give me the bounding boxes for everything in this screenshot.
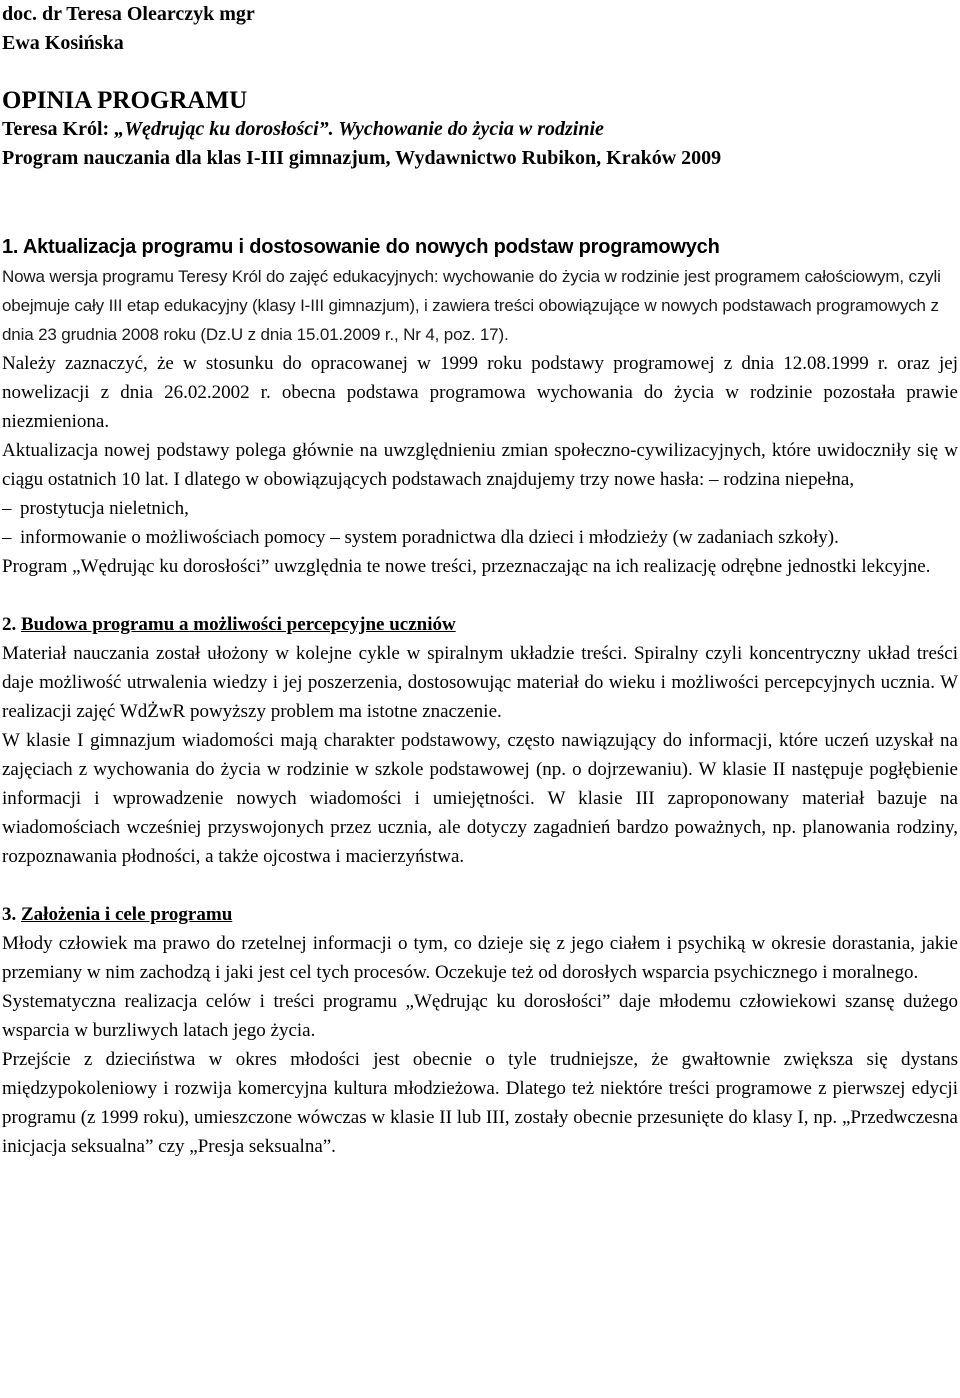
section-1-dash-item-1: – prostytucja nieletnich,: [2, 498, 189, 519]
section-1-dash-item-2: – informowanie o możliwościach pomocy – system poradnictwa dla dzieci i młodzieży (w zadaniach szkoły).: [2, 527, 839, 548]
section-3-paragraph-2: Systematyczna realizacja celów i treści programu „Wędrując ku dorosłości” daje młodemu człowiekowi szansę dużego wsparcia w burzliwych latach jego życia.: [2, 991, 958, 1041]
section-1-paragraph-1: Nowa wersja programu Teresy Król do zajęć edukacyjnych: wychowanie do życia w rodzinie jest programem całościowym, czyli obejmuje cały III etap edukacyjny (klasy I-III gimnazjum), i zawiera treści obowiązujące w nowych podstawach programowych z dnia 23 grudnia 2008 roku (Dz.U z dnia 15.01.2009 r., Nr 4, poz. 17).: [2, 267, 941, 344]
section-2: [2, 610, 958, 871]
section-1-paragraph-4: Program „Wędrując ku dorosłości” uwzględnia te nowe treści, przeznaczając na ich realizację odrębne jednostki lekcyjne.: [2, 556, 931, 577]
section-3: [2, 900, 958, 1161]
author-line-1: doc. dr Teresa Olearczyk mgr: [2, 3, 255, 25]
section-1-body-serif: [2, 349, 958, 581]
section-3-heading: 3. Założenia i cele programu: [2, 904, 233, 925]
section-2-heading: 2. Budowa programu a możliwości percepcyjne uczniów: [2, 614, 456, 635]
spacer: [2, 871, 958, 900]
program-title: „Wędrując ku dorosłości”. Wychowanie do życia w rodzinie: [114, 118, 604, 140]
section-1-heading: 1. Aktualizacja programu i dostosowanie do nowych podstaw programowych: [2, 236, 720, 258]
spacer: [2, 581, 958, 610]
section-2-paragraph-1: Materiał nauczania został ułożony w kolejne cykle w spiralnym układzie treści. Spiralny czyli koncentryczny układ treści daje możliwość utrwalenia wiedzy i jej poszerzenia, dostosowując materiał do wieku i możliwości percepcyjnych ucznia. W realizacji zajęć WdŻwR powyższy problem ma istotne znaczenie.: [2, 643, 958, 722]
section-1-paragraph-2: Należy zaznaczyć, że w stosunku do opracowanej w 1999 roku podstawy programowej z dnia 12.08.1999 r. oraz jej nowelizacji z dnia 26.02.2002 r. obecna podstawa programowa wychowania do życia w rodzinie pozostała prawie niezmieniona.: [2, 353, 958, 432]
section-2-paragraph-2: W klasie I gimnazjum wiadomości mają charakter podstawowy, często nawiązujący do informacji, które uczeń uzyskał na zajęciach z wychowania do życia w rodzinie w szkole podstawowej (np. o dojrzewaniu). W klasie II następuje pogłębienie informacji i wprowadzenie nowych wiadomości i umiejętności. W klasie III zaproponowany materiał bazuje na wiadomościach wcześniej przyswojonych przez ucznia, ale dotyczy zagadnień bardzo poważnych, np. planowania rodziny, rozpoznawania płodności, a także ojcostwa i macierzyństwa.: [2, 730, 958, 867]
section-3-paragraph-1: Młody człowiek ma prawo do rzetelnej informacji o tym, co dzieje się z jego ciałem i psychiką w okresie dorastania, jakie przemiany w nim zachodzą i jaki jest cel tych procesów. Oczekuje też od dorosłych wsparcia psychicznego i moralnego.: [2, 933, 958, 983]
document-title: OPINIA PROGRAMU: [2, 87, 248, 114]
program-line-2: Program nauczania dla klas I-III gimnazjum, Wydawnictwo Rubikon, Kraków 2009: [2, 147, 722, 169]
section-3-paragraph-3: Przejście z dzieciństwa w okres młodości jest obecnie o tyle trudniejsze, że gwałtownie zwiększa się dystans międzypokoleniowy i rozwija komercyjna kultura młodzieżowa. Dlatego też niektóre treści programowe z pierwszej edycji programu (z 1999 roku), umieszczone wówczas w klasie II lub III, zostały obecnie przesunięte do klasy I, np. „Przedwczesna inicjacja seksualna” czy „Presja seksualna”.: [2, 1049, 958, 1157]
section-1-paragraph-3: Aktualizacja nowej podstawy polega głównie na uwzględnieniu zmian społeczno-cywilizacyjnych, które uwidoczniły się w ciągu ostatnich 10 lat. I dlatego w obowiązujących podstawach znajdujemy trzy nowe hasła: – rodzina niepełna,: [2, 440, 958, 490]
program-author: Teresa Król:: [2, 118, 115, 140]
section-1-body: [2, 262, 958, 349]
author-line-2: Ewa Kosińska: [2, 32, 124, 54]
program-line-1: [2, 115, 958, 144]
